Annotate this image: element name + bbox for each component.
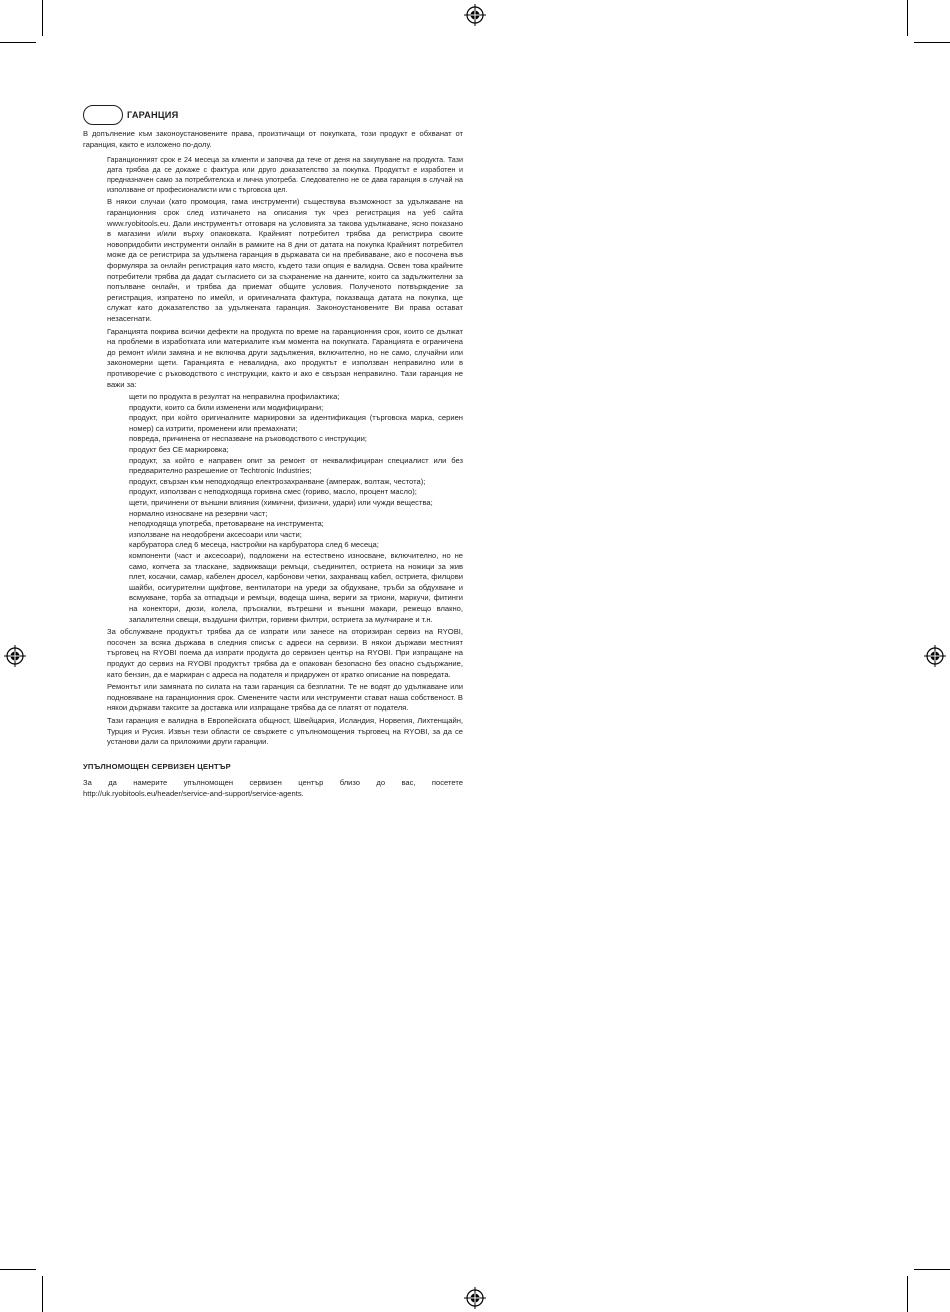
repair-paragraph: Ремонтът или замяната по силата на тази гаранция са безплатни. Те не водят до удължаване или подновяване на гаранционния срок. Сменените части или инструменти стават наша собственост. В някои държави таксите за доставка или изпращане трябва да се платят от подателя. — [107, 682, 463, 713]
service-center-heading: УПЪЛНОМОЩЕН СЕРВИЗЕН ЦЕНТЪР — [83, 761, 231, 771]
registration-mark-icon — [4, 645, 26, 667]
crop-mark — [914, 1269, 950, 1270]
warranty-terms — [83, 155, 463, 391]
service-center-text: За да намерите упълномощен сервизен център близо до вас, посетете http://uk.ryobitools.eu/header/service-and-support/service-agents. — [83, 777, 463, 798]
exclusion-item: продукт, при който оригиналните маркировки за идентификация (търговска марка, сериен номер) са изтрити, променени или премахнати; — [129, 413, 463, 433]
registration-mark-icon — [464, 1287, 486, 1309]
exclusion-item: продукт, свързан към неподходящо електрозахранване (ампераж, волтаж, честота); — [129, 476, 426, 486]
exclusion-item: карбуратора след 6 месеца, настройки на карбуратора след 6 месеца; — [129, 540, 379, 550]
exclusion-item: използване на неодобрени аксесоари или части; — [129, 529, 302, 539]
warranty-period-paragraph: Гаранционният срок е 24 месеца за клиенти и започва да тече от деня на закупуване на продукта. Тази дата трябва да се докаже с фактура или друго доказателство за покупка. Продуктът е изработен и предназначен само за потребителска и лична употреба. Следователно не се дава гаранция в случай на използване от професионалисти или с търговска цел. — [107, 154, 463, 195]
warranty-section — [83, 104, 463, 799]
crop-mark — [914, 42, 950, 43]
crop-mark — [907, 0, 908, 36]
coverage-paragraph: Гаранцията покрива всички дефекти на продукта по време на гаранционния срок, които се дължат на проблеми в изработката или материалите към момента на покупката. Гаранцията е ограничена до ремонт и/или замяна и не включва други задължения, включително, но не само, случайни или закономерни щети. Гаранцията е невалидна, ако продуктът е използван неправилно или в противоречие с ръководството с инструкции, както и ако е свързан неправилно. Тази гаранция не важи за: — [107, 326, 463, 389]
exclusion-item: нормално износване на резервни част; — [129, 508, 268, 518]
section-header — [83, 104, 463, 126]
crop-mark — [42, 0, 43, 36]
exclusion-item: продукт без CE маркировка; — [129, 445, 229, 455]
exclusion-item: продукт, използван с неподходяща горивна смес (гориво, масло, процент масло); — [129, 487, 417, 497]
registration-mark-icon — [924, 645, 946, 667]
exclusion-item: повреда, причинена от неспазване на ръководството с инструкции; — [129, 434, 367, 444]
crop-mark — [0, 42, 36, 43]
exclusion-item: щети, причинени от външни влияния (химични, физични, удари) или чужди вещества; — [129, 498, 433, 508]
service-terms — [83, 627, 463, 748]
crop-mark — [0, 1269, 36, 1270]
exclusion-item: щети по продукта в резултат на неправилна профилактика; — [129, 392, 340, 402]
service-paragraph: За обслужване продуктът трябва да се изпрати или занесе на оторизиран сервиз на RYOBI, посочен за всяка държава в следния списък с адреси на сервизи. В някои държави местният търговец на RYOBI поема да изпрати продукта до сервизен център на RYOBI. При изпращане на продукт до сервиз на RYOBI продуктът трябва да е опакован безопасно без опасно съдържание, като бензин, да е маркиран с адреса на подателя и придружен от кратко описание на повредата. — [107, 627, 463, 679]
validity-paragraph: Тази гаранция е валидна в Европейската общност, Швейцария, Исландия, Норвегия, Лихтенщайн, Турция и Русия. Извън тези области се свържете с упълномощения търговец на RYOBI, за да се установи дали са приложими други гаранции. — [107, 715, 463, 747]
exclusion-item: продукти, които са били изменени или модифицирани; — [129, 402, 324, 412]
intro-paragraph: В допълнение към законоустановените права, произтичащи от покупката, този продукт е обхванат от гаранция, както е изложено по-долу. — [83, 129, 463, 149]
exclusion-item: компоненти (част и аксесоари), подложени на естествено износване, включително, но не само, копчета за тласкане, задвижващи ремъци, съединител, остриета на ножици за жив плет, косачки, самар, кабелен дросел, карбонови четки, захранващ кабел, остриета, филцови шайби, осигурителни щифтове, вентилатори на уреди за обдухване, тръби за обдухване и всмукване, торба за отпадъци и ремъци, водеща шина, вериги за триони, маркучи, фитинги на конектори, дюзи, колела, пръскалки, вътрешни и външни макари, режещо влакно, запалителни свещи, въздушни филтри, горивни филтри, остриета за мулчиране и т.н. — [129, 551, 463, 624]
exclusion-item: продукт, за който е направен опит за ремонт от неквалифициран специалист или без предварително разрешение от Techtronic Industries; — [129, 455, 463, 476]
exclusion-item: неподходяща употреба, претоварване на инструмента; — [129, 519, 324, 529]
language-code-oval-icon — [83, 105, 123, 125]
extended-warranty-paragraph: В някои случаи (като промоция, гама инструменти) съществува възможност за удължаване на гаранционния срок след изтичането на описания тук чрез регистрация на уеб сайта www.ryobitools.eu. Дали инструментът отговаря на условията за такова удължаване, ясно показано в магазини и/или върху опаковката. Крайният потребител трябва да регистрира своите новопридобити инструменти онлайн в рамките на 8 дни от датата на покупка Крайният потребител може да се регистрира за удължена гаранция в държавата си на пребиваване, ако е посочена във формуляра за онлайн регистрация като място, където тази опция е валидна. Освен това крайните потребители трябва да дадат съгласието си за съхранение на данните, които са задължителни за попълване онлайн, и трябва да приемат общите условия. Полученото потвърждение за регистрация, изпратено по имейл, и оригиналната фактура, показваща датата на покупка, ще служат като доказателство за удължената гаранция. Законоустановените Ви права остават незасегнати. — [107, 197, 463, 323]
registration-mark-icon — [464, 4, 486, 26]
exclusions-list — [83, 392, 463, 625]
crop-mark — [42, 1276, 43, 1312]
section-title: ГАРАНЦИЯ — [127, 110, 179, 120]
crop-mark — [907, 1276, 908, 1312]
